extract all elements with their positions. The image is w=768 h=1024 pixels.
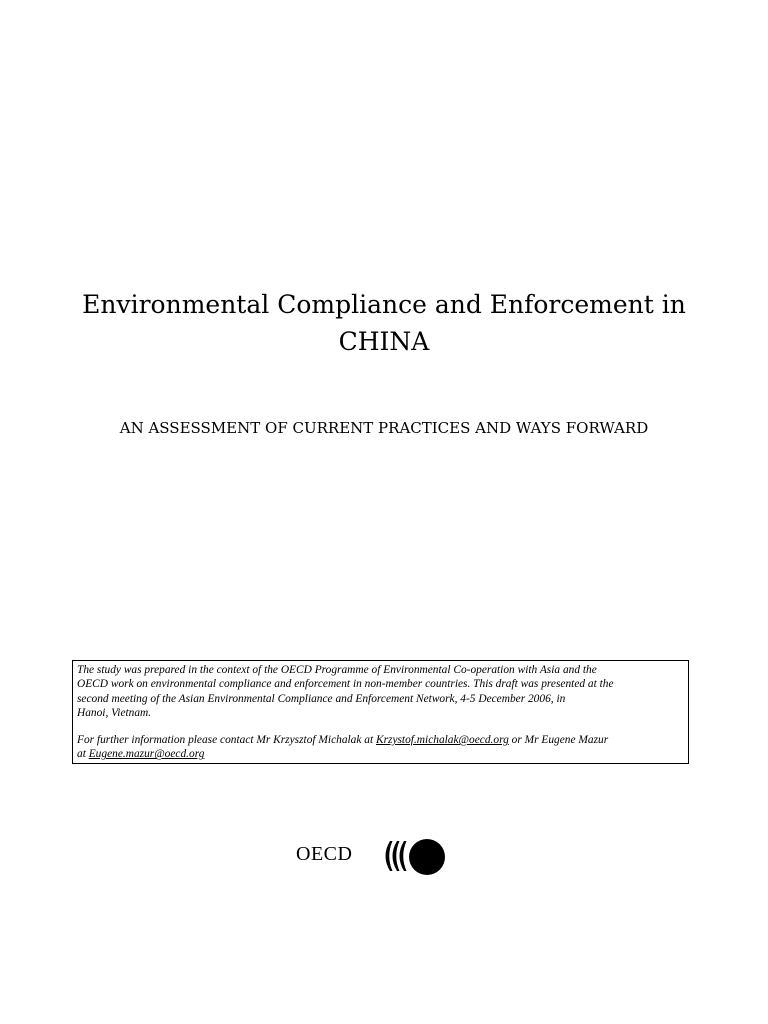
document-title-line1: Environmental Compliance and Enforcement in	[82, 290, 686, 319]
contact-at: at	[77, 748, 89, 761]
study-line-2: OECD work on environmental compliance and enforcement in non-member countries. This draft was presented at the	[77, 678, 614, 691]
contact-info	[77, 733, 684, 762]
contact-middle: or Mr Eugene Mazur	[508, 734, 609, 747]
notice-box	[72, 660, 689, 764]
email-link-mazur[interactable]: Eugene.mazur@oecd.org	[88, 748, 205, 761]
oecd-logo	[296, 830, 456, 880]
document-title-line2: CHINA	[338, 327, 430, 356]
study-line-4: Hanoi, Vietnam.	[77, 706, 152, 719]
study-description	[77, 663, 684, 720]
study-line-1: The study was prepared in the context of the OECD Programme of Environmental Co-operation with Asia and the	[77, 664, 597, 676]
contact-prefix: For further information please contact Mr Krzysztof Michalak at	[77, 734, 376, 747]
document-subtitle: AN ASSESSMENT OF CURRENT PRACTICES AND WAYS FORWARD	[119, 419, 649, 437]
study-line-3: second meeting of the Asian Environmental Compliance and Enforcement Network, 4-5 December 2006, in	[77, 692, 566, 705]
oecd-logo-mark-icon	[378, 836, 448, 876]
document-title	[60, 286, 708, 360]
oecd-logo-text: OECD	[296, 843, 353, 865]
email-link-michalak[interactable]: Krzystof.michalak@oecd.org	[375, 734, 509, 747]
